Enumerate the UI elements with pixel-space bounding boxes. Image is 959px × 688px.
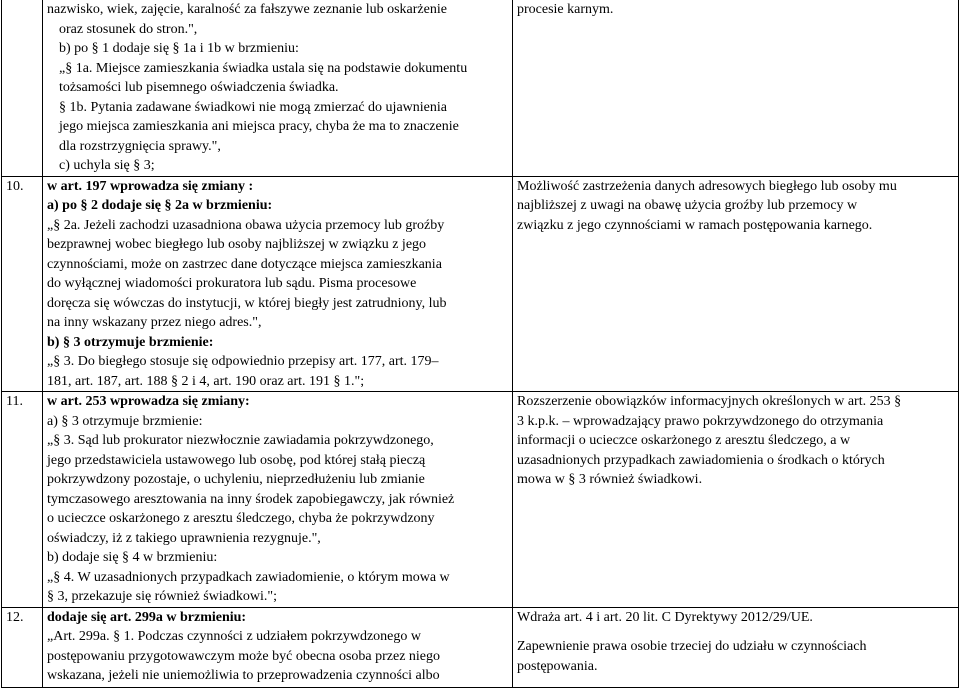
text-line: jego miejsca zamieszkania ani miejsca pracy, chyba że ma to znaczenie — [59, 119, 459, 134]
text-line: c) uchyla się § 3; — [59, 158, 155, 173]
note-line: procesie karnym. — [517, 2, 614, 17]
row-number: 11. — [2, 392, 43, 608]
text-line: w art. 197 wprowadza się zmiany : — [47, 178, 254, 194]
row-number — [2, 0, 43, 176]
text-line: „§ 3. Do biegłego stosuje się odpowiednio przepisy art. 177, art. 179– — [47, 354, 439, 369]
text-line: oświadczy, iż z takiego uprawnienia rezygnuje.", — [47, 530, 321, 546]
note-line: związku z jego czynnościami w ramach postępowania karnego. — [517, 217, 873, 233]
amendment-text — [43, 0, 513, 176]
text-line: a) po § 2 dodaje się § 2a w brzmieniu: — [47, 198, 273, 213]
note-line: mowa w § 3 również świadkowi. — [517, 472, 703, 487]
text-line: na inny wskazany przez niego adres.", — [47, 315, 262, 330]
text-line: bezprawnej wobec biegłego lub osoby najbliższej w związku z jego — [47, 237, 427, 252]
text-line: o ucieczce oskarżonego z aresztu śledczego, chyba że pokrzywdzony — [47, 511, 435, 526]
table-row — [2, 607, 959, 687]
text-line: jego przedstawiciela ustawowego lub osobę, pod której stałą pieczą — [47, 452, 426, 468]
text-line: nazwisko, wiek, zajęcie, karalność za fałszywe zeznanie lub oskarżenie — [47, 2, 447, 17]
note-line: Wdraża art. 4 i art. 20 lit. C Dyrektywy 2012/29/UE. — [517, 609, 813, 625]
text-line: dla rozstrzygnięcia sprawy.", — [59, 138, 221, 154]
text-line: „Art. 299a. § 1. Podczas czynności z udziałem pokrzywdzonego w — [47, 629, 421, 644]
text-line: § 1b. Pytania zadawane świadkowi nie mogą zmierzać do ujawnienia — [59, 99, 447, 115]
text-line: tymczasowego aresztowania na inny środek zapobiegawczy, jak również — [47, 491, 455, 507]
text-line: 181, art. 187, art. 188 § 2 i 4, art. 190 oraz art. 191 § 1."; — [47, 373, 365, 389]
text-line: a) § 3 otrzymuje brzmienie: — [47, 413, 203, 429]
text-line: pokrzywdzony pozostaje, o uchyleniu, nieprzedłużeniu lub zmianie — [47, 472, 425, 487]
table-row — [2, 392, 959, 608]
justification-note — [513, 392, 959, 608]
text-line: „§ 3. Sąd lub prokurator niezwłocznie zawiadamia pokrzywdzonego, — [47, 433, 434, 448]
text-line: czynnościami, może on zastrzec dane dotyczące miejsca zamieszkania — [47, 256, 442, 272]
text-line: w art. 253 wprowadza się zmiany: — [47, 394, 250, 409]
amendment-text — [43, 176, 513, 392]
text-line: § 3, przekazuje się również świadkowi."; — [47, 589, 278, 604]
text-line: tożsamości lub pisemnego oświadczenia świadka. — [59, 80, 339, 95]
amendment-text — [43, 607, 513, 687]
note-line: Zapewnienie prawa osobie trzeciej do udziału w czynnościach — [517, 639, 867, 654]
document-table — [1, 0, 959, 688]
text-line: dodaje się art. 299a w brzmieniu: — [47, 609, 247, 625]
text-line: postępowaniu przygotowawczym może być obecna osoba przez niego — [47, 648, 441, 664]
note-line: uzasadnionych przypadkach zawiadomienia o środkach o których — [517, 452, 885, 468]
note-line: 3 k.p.k. – wprowadzający prawo pokrzywdzonego do otrzymania — [517, 413, 884, 429]
justification-note — [513, 607, 959, 687]
row-number: 12. — [2, 607, 43, 687]
note-line: informacji o ucieczce oskarżonego z aresztu śledczego, a w — [517, 433, 851, 448]
row-number: 10. — [2, 176, 43, 392]
text-line: doręcza się wówczas do instytucji, w której biegły jest zatrudniony, lub — [47, 295, 447, 311]
text-line: „§ 4. W uzasadnionych przypadkach zawiadomienie, o którym mowa w — [47, 569, 450, 585]
text-line: do wyłącznej wiadomości prokuratora lub sądu. Pisma procesowe — [47, 276, 417, 291]
table-row — [2, 0, 959, 176]
text-line: b) po § 1 dodaje się § 1a i 1b w brzmieniu: — [59, 41, 299, 56]
note-line: Możliwość zastrzeżenia danych adresowych biegłego lub osoby mu — [517, 178, 897, 194]
text-line: „§ 2a. Jeżeli zachodzi uzasadniona obawa użycia przemocy lub groźby — [47, 217, 445, 233]
note-line: Rozszerzenie obowiązków informacyjnych określonych w art. 253 § — [517, 394, 902, 409]
spacer — [517, 627, 954, 637]
note-line: postępowania. — [517, 658, 598, 674]
amendment-text — [43, 392, 513, 608]
note-line: najbliższej z uwagi na obawę użycia groźby lub przemocy w — [517, 198, 858, 213]
justification-note — [513, 0, 959, 176]
text-line: wskazana, jeżeli nie uniemożliwia to przeprowadzenia czynności albo — [47, 668, 440, 683]
justification-note — [513, 176, 959, 392]
table-row — [2, 176, 959, 392]
text-line: b) dodaje się § 4 w brzmieniu: — [47, 550, 218, 565]
text-line: „§ 1a. Miejsce zamieszkania świadka ustala się na podstawie dokumentu — [59, 60, 468, 76]
text-line: b) § 3 otrzymuje brzmienie: — [47, 334, 214, 350]
text-line: oraz stosunek do stron.", — [59, 21, 198, 37]
